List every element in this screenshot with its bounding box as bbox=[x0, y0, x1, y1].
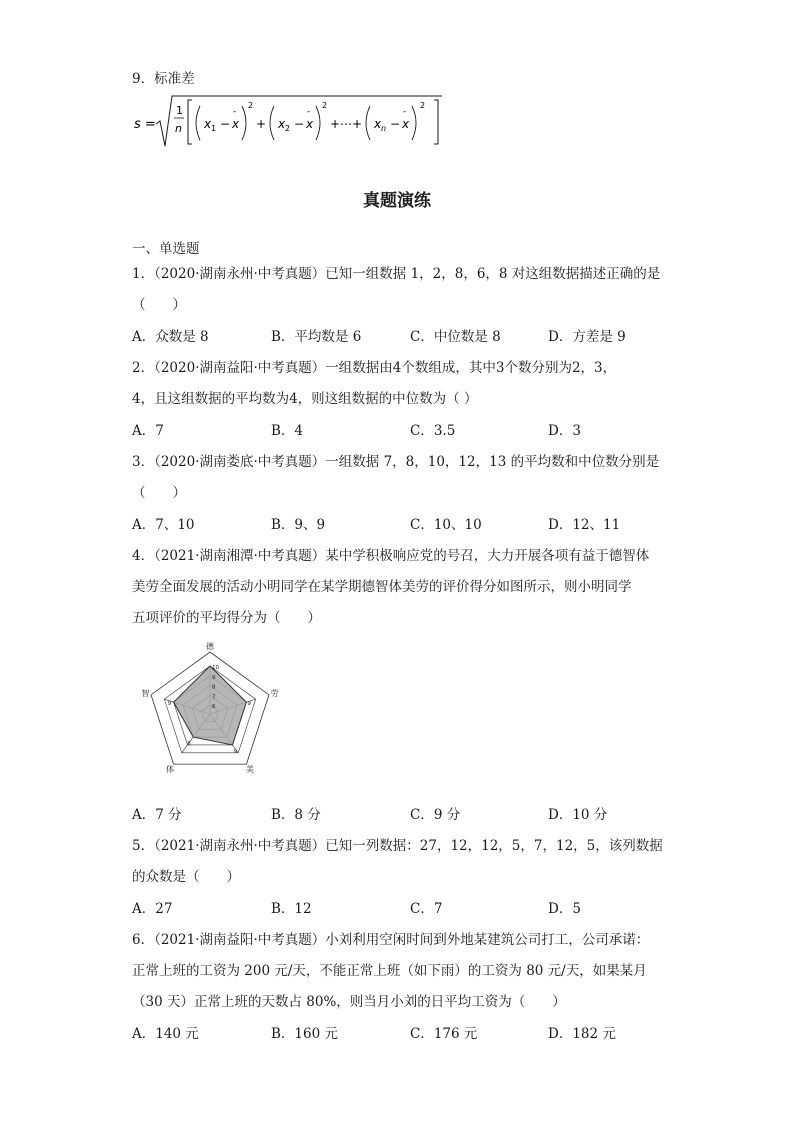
termn-x: x bbox=[374, 117, 382, 131]
q1-line1: 1．（2020·湖南永州·中考真题）已知一组数据 1，2，8，6，8 对这组数据描述正确的是 bbox=[132, 266, 661, 282]
radar-axis-label: 智 bbox=[141, 688, 150, 698]
q6-line1: 6．（2021·湖南益阳·中考真题）小刘利用空闲时间到外地某建筑公司打工，公司承诺： bbox=[132, 932, 650, 948]
q1-option-d: D．方差是 9 bbox=[548, 329, 626, 345]
plus-1: + bbox=[256, 117, 267, 131]
term2-sup: 2 bbox=[322, 101, 328, 110]
radar-value-label: 9 bbox=[247, 701, 251, 708]
q2-option-d: D．3 bbox=[548, 423, 581, 439]
q2-line1: 2．（2020·湖南益阳·中考真题）一组数据由4个数组成，其中3个数分别为2，3， bbox=[132, 360, 617, 376]
termn-bar: - bbox=[403, 107, 407, 117]
radar-chart bbox=[130, 640, 280, 790]
q4-option-d: D．10 分 bbox=[548, 807, 608, 823]
frac-denominator: n bbox=[175, 122, 182, 135]
term1-minus: − bbox=[220, 117, 231, 131]
termn-minus: − bbox=[390, 117, 401, 131]
termn-sub: n bbox=[381, 124, 387, 133]
q6-option-d: D．182 元 bbox=[548, 1026, 616, 1042]
q3-line2: （ ） bbox=[132, 485, 186, 501]
q5-option-d: D．5 bbox=[548, 901, 581, 917]
q6-option-c: C．176 元 bbox=[410, 1026, 478, 1042]
q5-line2: 的众数是（ ） bbox=[132, 869, 240, 885]
standard-deviation-formula bbox=[132, 92, 452, 152]
radar-ring-label: 6 bbox=[212, 704, 216, 710]
q6-line3: （30 天）正常上班的天数占 80%，则当月小刘的日平均工资为（ ） bbox=[132, 994, 566, 1010]
q4-line1: 4．（2021·湖南湘潭·中考真题）某中学积极响应党的号召，大力开展各项有益于德智体 bbox=[132, 548, 650, 564]
q1-option-b: B．平均数是 6 bbox=[271, 329, 362, 345]
termn-xbar: x bbox=[402, 117, 410, 131]
term1-sub: 1 bbox=[211, 124, 217, 133]
term1-xbar: x bbox=[232, 117, 240, 131]
formula-lhs: s = bbox=[134, 117, 156, 132]
formula-title: 9．标准差 bbox=[132, 71, 195, 87]
term2-sub: 2 bbox=[285, 124, 291, 133]
radar-ring-label: 9 bbox=[212, 674, 216, 681]
termn-sup: 2 bbox=[420, 101, 426, 110]
section-title: 真题演练 bbox=[363, 191, 431, 211]
q3-option-a: A．7、10 bbox=[132, 517, 195, 533]
radar-axis-label: 劳 bbox=[270, 688, 279, 698]
q6-line2: 正常上班的工资为 200 元/天，不能正常上班（如下雨）的工资为 80 元/天，如果某月 bbox=[132, 963, 647, 979]
q6-option-b: B．160 元 bbox=[271, 1026, 338, 1042]
radar-data-area bbox=[174, 666, 247, 748]
radar-axis-label: 德 bbox=[206, 642, 214, 651]
q6-option-a: A．140 元 bbox=[132, 1026, 199, 1042]
q4-line2: 美劳全面发展的活动小明同学在某学期德智体美劳的评价得分如图所示，则小明同学 bbox=[132, 579, 632, 595]
q2-line2: 4，且这组数据的平均数为4，则这组数据的中位数为（ ） bbox=[132, 391, 478, 407]
q3-option-d: D．12、11 bbox=[548, 517, 621, 533]
radar-axis-label: 体 bbox=[166, 765, 175, 775]
q2-option-b: B．4 bbox=[271, 423, 304, 439]
radar-value-label: 9 bbox=[167, 701, 172, 708]
radar-ring-label: 10 bbox=[212, 665, 219, 671]
q5-option-b: B．12 bbox=[271, 901, 312, 917]
plus-dots: +⋯+ bbox=[330, 117, 363, 131]
term1-sup: 2 bbox=[248, 101, 254, 110]
radar-ring-label: 8 bbox=[212, 684, 216, 691]
radar-value-label: 9 bbox=[233, 748, 237, 755]
term1-bar: - bbox=[233, 107, 237, 117]
q3-option-b: B．9、9 bbox=[271, 517, 326, 533]
q3-line1: 3．（2020·湖南娄底·中考真题）一组数据 7，8，10，12，13 的平均数和中位数分别是 bbox=[132, 454, 660, 470]
part-title: 一、单选题 bbox=[132, 241, 200, 257]
term1-x: x bbox=[204, 117, 212, 131]
q4-option-c: C．9 分 bbox=[410, 807, 461, 823]
q4-option-a: A．7 分 bbox=[132, 807, 182, 823]
radar-value-label: 8 bbox=[187, 741, 191, 748]
q3-option-c: C．10、10 bbox=[410, 517, 482, 533]
q4-line3: 五项评价的平均得分为（ ） bbox=[132, 610, 321, 626]
q5-option-a: A．27 bbox=[132, 901, 173, 917]
q1-option-c: C．中位数是 8 bbox=[410, 329, 501, 345]
term2-bar: - bbox=[307, 107, 311, 117]
q2-option-a: A．7 bbox=[132, 423, 164, 439]
term2-xbar: x bbox=[306, 117, 314, 131]
term2-minus: − bbox=[294, 117, 305, 131]
radar-axis-label: 美 bbox=[245, 765, 254, 775]
q1-line2: （ ） bbox=[132, 297, 186, 313]
q5-option-c: C．7 bbox=[410, 901, 443, 917]
q2-option-c: C．3.5 bbox=[410, 423, 456, 439]
q5-line1: 5．（2021·湖南永州·中考真题）已知一列数据：27，12，12，5，7，12，5，该列数据 bbox=[132, 838, 663, 854]
term2-x: x bbox=[278, 117, 286, 131]
q4-option-b: B．8 分 bbox=[271, 807, 321, 823]
frac-numerator: 1 bbox=[176, 104, 183, 117]
radar-ring-label: 7 bbox=[212, 694, 216, 701]
q1-option-a: A．众数是 8 bbox=[132, 329, 209, 345]
